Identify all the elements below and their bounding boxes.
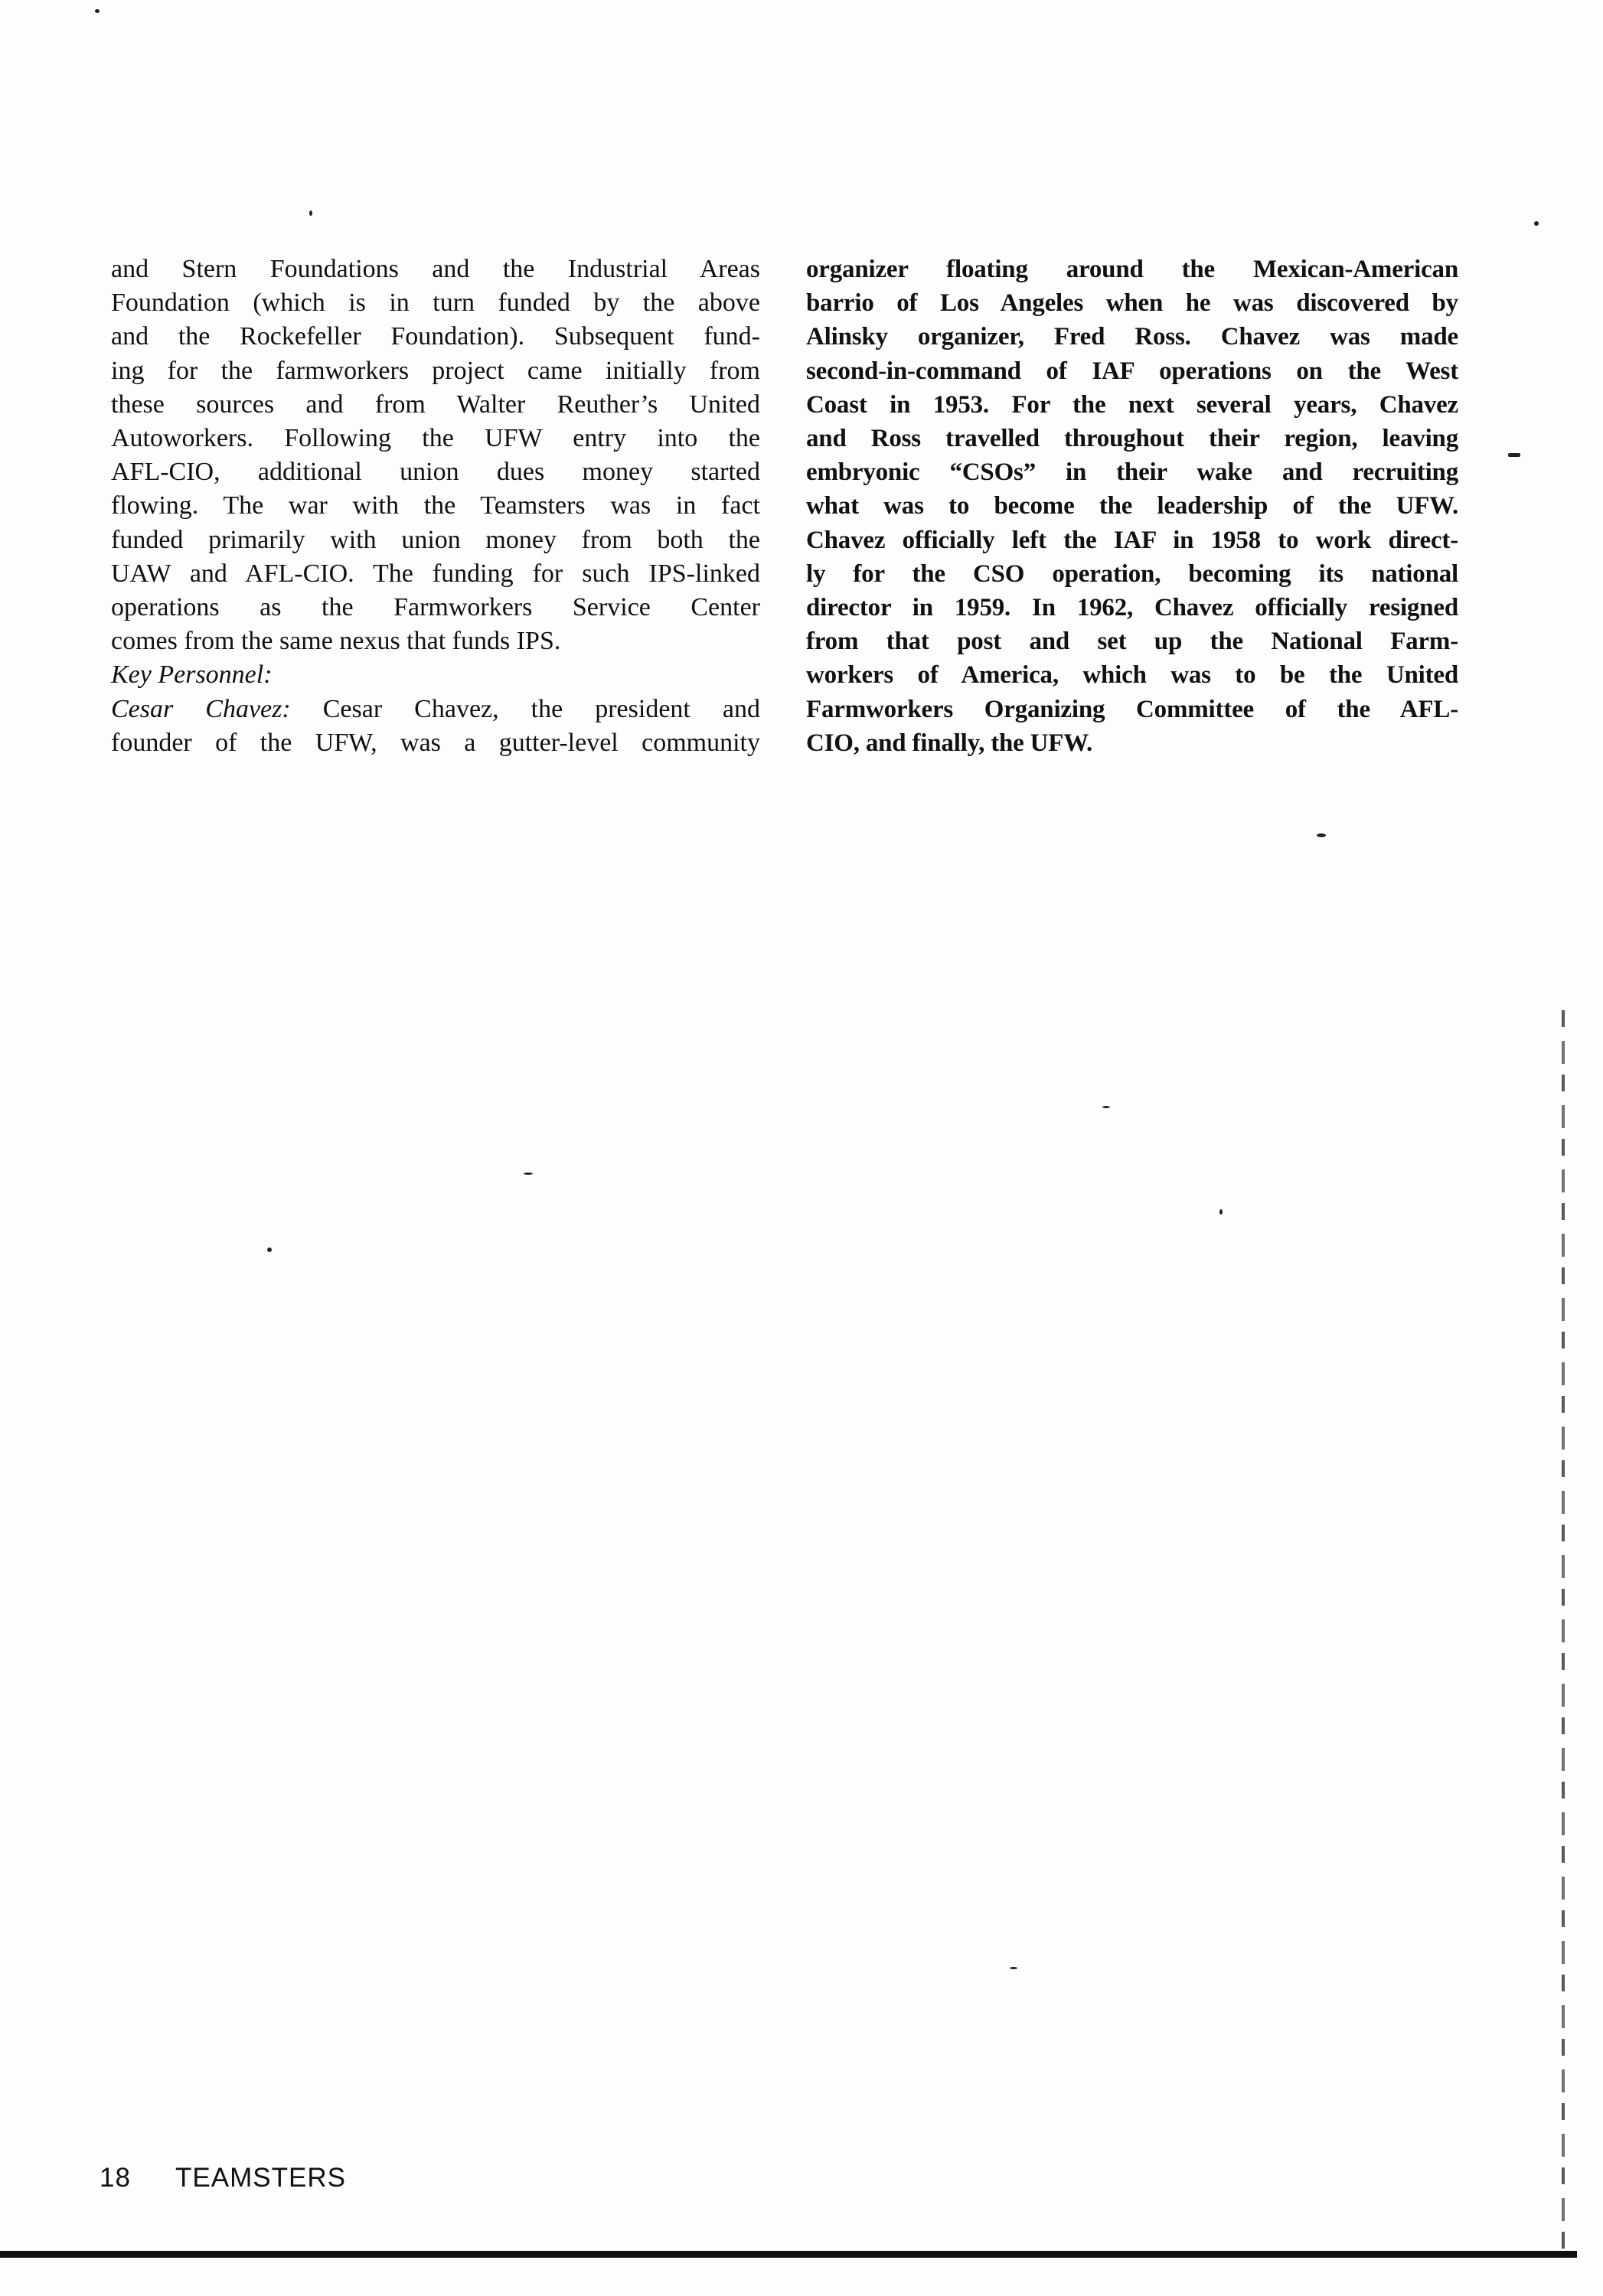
- person-name-label: Cesar Chavez:: [111, 694, 291, 723]
- publication-name: TEAMSTERS: [175, 2163, 346, 2193]
- text-line: Coast in 1953. For the next several years, Chavez: [806, 390, 1458, 419]
- text-line: founder of the UFW, was a gutter-level community: [111, 728, 760, 757]
- text-line: organizer floating around the Mexican-American: [806, 256, 1458, 283]
- scan-speck: [1508, 453, 1520, 457]
- text-line: and Ross travelled throughout their region, leaving: [806, 425, 1458, 453]
- text-line: what was to become the leadership of the UFW.: [806, 492, 1458, 520]
- text-line: from that post and set up the National Farm-: [806, 628, 1458, 656]
- text-line: ly for the CSO operation, becoming its national: [806, 559, 1458, 588]
- scan-speck: [1010, 1967, 1017, 1969]
- scan-speck: [309, 210, 312, 216]
- text-line: barrio of Los Angeles when he was discovered by: [806, 289, 1458, 318]
- text-line: Chavez officially left the IAF in 1958 to work direct-: [806, 526, 1458, 554]
- text-line: Autoworkers. Following the UFW entry into the: [111, 424, 760, 453]
- scan-speck: [1219, 1209, 1223, 1215]
- scan-speck: [267, 1247, 272, 1252]
- text-line: comes from the same nexus that funds IPS.: [111, 627, 561, 656]
- text-line: and the Rockefeller Foundation). Subsequent fund-: [111, 322, 760, 351]
- bottom-rule-divider: [0, 2251, 1577, 2258]
- left-text-column: [111, 253, 760, 760]
- text-line: AFL-CIO, additional union dues money started: [111, 458, 760, 487]
- scan-speck: [524, 1172, 533, 1175]
- text-line: workers of America, which was to be the United: [806, 661, 1458, 690]
- scan-speck: [1102, 1106, 1110, 1108]
- text-line: Farmworkers Organizing Committee of the AFL-: [806, 695, 1458, 723]
- scan-edge-mark: [1562, 1010, 1565, 2258]
- scan-speck: [1534, 221, 1539, 226]
- text-line: Foundation (which is in turn funded by the above: [111, 289, 760, 318]
- text-line: Alinsky organizer, Fred Ross. Chavez was made: [806, 323, 1458, 351]
- scan-speck: [1317, 833, 1326, 837]
- text-line: embryonic “CSOs” in their wake and recruiting: [806, 458, 1458, 487]
- page-number: 18: [100, 2163, 131, 2193]
- text-line: flowing. The war with the Teamsters was in fact: [111, 491, 760, 520]
- section-heading: Key Personnel:: [111, 660, 273, 690]
- text-line: these sources and from Walter Reuther’s United: [111, 390, 760, 419]
- text-line: second-in-command of IAF operations on the West: [806, 357, 1458, 385]
- text-line: and Stern Foundations and the Industrial Areas: [111, 255, 760, 283]
- text-line: ing for the farmworkers project came initially from: [111, 356, 760, 385]
- page-footer: [100, 2163, 346, 2193]
- text-line: operations as the Farmworkers Service Center: [111, 593, 760, 622]
- text-fragment: Cesar Chavez, the president and: [290, 694, 760, 723]
- text-line: UAW and AFL-CIO. The funding for such IPS-linked: [111, 559, 760, 588]
- text-line: CIO, and finally, the UFW.: [806, 729, 1093, 757]
- scan-speck: [95, 9, 100, 13]
- text-line: director in 1959. In 1962, Chavez officially resigned: [806, 594, 1458, 622]
- text-line-with-name: [111, 693, 760, 726]
- text-line: funded primarily with union money from both the: [111, 525, 760, 554]
- right-text-column: [806, 253, 1458, 760]
